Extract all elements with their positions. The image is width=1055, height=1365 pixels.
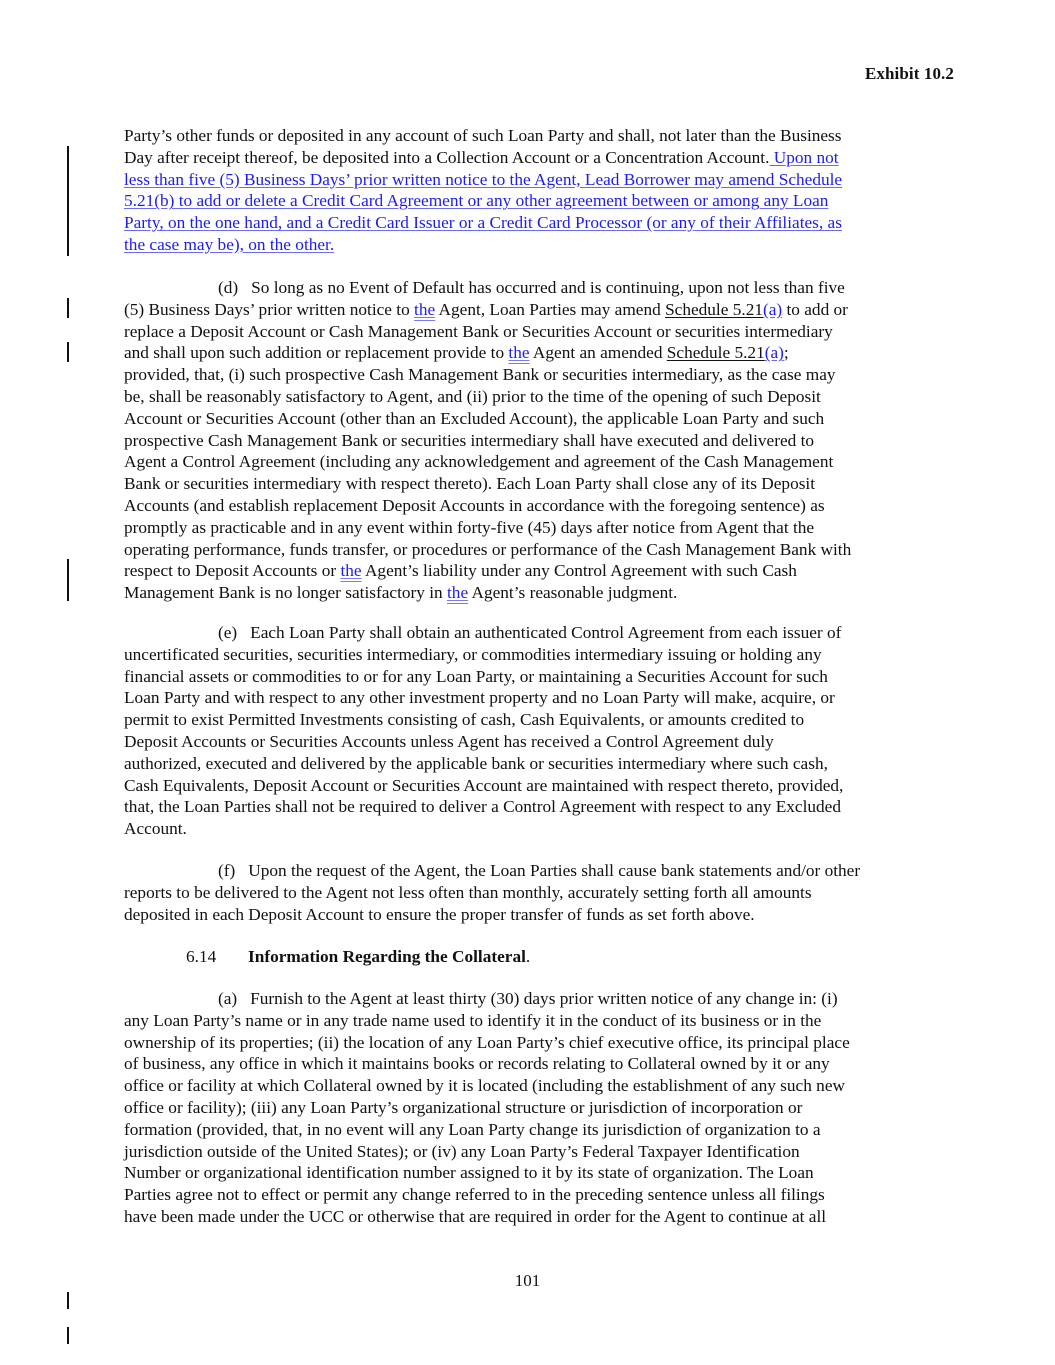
text-line: Number or organizational identification number assigned to it by its state of organization. The Loan bbox=[124, 1163, 814, 1183]
change-bar bbox=[67, 146, 69, 256]
text-line: Agent a Control Agreement (including any acknowledgement and agreement of the Cash Management bbox=[124, 452, 834, 472]
text-line: operating performance, funds transfer, or procedures or performance of the Cash Management Bank with bbox=[124, 539, 852, 559]
text-line: permit to exist Permitted Investments consisting of cash, Cash Equivalents, or amounts credited to bbox=[124, 710, 805, 730]
section-title: Information Regarding the Collateral bbox=[248, 947, 526, 966]
section-number: 6.14 bbox=[186, 947, 217, 966]
text-line: replace a Deposit Account or Cash Management Bank or Securities Account or securities intermediary bbox=[124, 321, 833, 341]
inserted-text: (a) bbox=[764, 343, 784, 363]
text-line: formation (provided, that, in no event will any Loan Party change its jurisdiction of organization to a bbox=[124, 1119, 821, 1139]
text-line: Account. bbox=[124, 819, 187, 839]
inserted-text: Upon not bbox=[769, 147, 839, 167]
change-bar bbox=[67, 559, 69, 601]
paragraph-e bbox=[124, 622, 930, 840]
text-line: ownership of its properties; (ii) the location of any Loan Party’s chief executive office, its principal place bbox=[124, 1032, 850, 1052]
text-line: Deposit Accounts or Securities Accounts unless Agent has received a Control Agreement duly bbox=[124, 731, 774, 751]
text-line: prospective Cash Management Bank or securities intermediary shall have executed and delivered to bbox=[124, 430, 815, 450]
change-bar bbox=[67, 298, 69, 318]
text-line: (d) So long as no Event of Default has occurred and is continuing, upon not less than five bbox=[218, 278, 845, 297]
change-bar bbox=[67, 342, 69, 362]
exhibit-label: Exhibit 10.2 bbox=[864, 64, 954, 83]
text-line: (f) Upon the request of the Agent, the Loan Parties shall cause bank statements and/or other bbox=[218, 861, 861, 880]
inserted-text: the bbox=[447, 583, 469, 603]
text-line: Day after receipt thereof, be deposited into a Collection Account or a Concentration Account. Upon not bbox=[124, 147, 839, 167]
paragraph-d bbox=[124, 277, 930, 604]
inserted-text: (a) bbox=[762, 299, 783, 319]
text-line: (5) Business Days’ prior written notice to the Agent, Loan Parties may amend Schedule 5.21(a) to add or bbox=[124, 299, 848, 319]
text-line: financial assets or commodities to or for any Loan Party, or maintaining a Securities Account for such bbox=[124, 666, 828, 686]
text-line: uncertificated securities, securities intermediary, or commodities intermediary issuing or holding any bbox=[124, 644, 822, 664]
text-line: deposited in each Deposit Account to ensure the proper transfer of funds as set forth above. bbox=[124, 904, 755, 924]
text-line: promptly as practicable and in any event within forty-five (45) days after notice from Agent that the bbox=[124, 517, 815, 537]
text-line: authorized, executed and delivered by the applicable bank or securities intermediary where such cash, bbox=[124, 753, 828, 773]
inserted-text: the bbox=[508, 343, 530, 363]
text-line: of business, any office in which it maintains books or records relating to Collateral owned by it or any bbox=[124, 1054, 830, 1074]
change-bar bbox=[67, 1327, 69, 1344]
text-line: Party’s other funds or deposited in any account of such Loan Party and shall, not later than the Business bbox=[124, 126, 842, 145]
inserted-text: the bbox=[340, 561, 362, 581]
paragraph-continuation bbox=[124, 125, 930, 256]
text-line: Accounts (and establish replacement Deposit Accounts in accordance with the foregoing sentence) as bbox=[124, 495, 825, 515]
paragraph-label: (e) bbox=[218, 623, 238, 642]
schedule-reference: Schedule 5.21 bbox=[666, 343, 765, 363]
change-bar bbox=[67, 1292, 69, 1309]
text-line: jurisdiction outside of the United States); or (iv) any Loan Party’s Federal Taxpayer Identification bbox=[124, 1141, 800, 1161]
text-line: Management Bank is no longer satisfactory in the Agent’s reasonable judgment. bbox=[124, 583, 678, 603]
paragraph-label: (a) bbox=[218, 989, 238, 1008]
text-line: office or facility); (iii) any Loan Party’s organizational structure or jurisdiction of incorporation or bbox=[124, 1097, 803, 1117]
text-line: Parties agree not to effect or permit any change referred to in the preceding sentence unless all filings bbox=[124, 1185, 825, 1205]
text-line: be, shall be reasonably satisfactory to Agent, and (ii) prior to the time of the opening of such Deposit bbox=[124, 386, 821, 406]
text-line: Bank or securities intermediary with respect thereto). Each Loan Party shall close any of its Deposit bbox=[124, 474, 816, 494]
section-heading-6-14: 6.14 Information Regarding the Collateral. bbox=[186, 947, 531, 966]
text-line: any Loan Party’s name or in any trade name used to identify it in the conduct of its business or in the bbox=[124, 1010, 822, 1030]
paragraph-label: (f) bbox=[218, 861, 236, 880]
paragraph-f bbox=[124, 860, 930, 925]
text-line: and shall upon such addition or replacement provide to the Agent an amended Schedule 5.21(a); bbox=[124, 343, 789, 363]
text-line: Loan Party and with respect to any other investment property and no Loan Party will make, acquire, or bbox=[124, 688, 835, 708]
text-line: (e) Each Loan Party shall obtain an authenticated Control Agreement from each issuer of bbox=[218, 623, 842, 642]
inserted-text-line: the case may be), on the other. bbox=[124, 234, 335, 254]
inserted-text-line: less than five (5) Business Days’ prior written notice to the Agent, Lead Borrower may amend Schedule bbox=[124, 169, 843, 189]
text-line: Account or Securities Account (other than an Excluded Account), the applicable Loan Party and such bbox=[124, 408, 825, 428]
text-line: (a) Furnish to the Agent at least thirty (30) days prior written notice of any change in: (i) bbox=[218, 989, 838, 1008]
text-line: that, the Loan Parties shall not be required to deliver a Control Agreement with respect to any Excluded bbox=[124, 797, 841, 817]
paragraph-label: (d) bbox=[218, 278, 239, 297]
text-line: office or facility at which Collateral owned by it is located (including the establishment of any such new bbox=[124, 1076, 845, 1096]
text-line: reports to be delivered to the Agent not less often than monthly, accurately setting forth all amounts bbox=[124, 882, 812, 902]
paragraph-a bbox=[124, 988, 930, 1228]
inserted-text-line: Party, on the one hand, and a Credit Card Issuer or a Credit Card Processor (or any of their Affiliates, as bbox=[124, 213, 842, 233]
inserted-text-line: 5.21(b) to add or delete a Credit Card Agreement or any other agreement between or among any Loan bbox=[124, 191, 829, 211]
text-line: respect to Deposit Accounts or the Agent’s liability under any Control Agreement with such Cash bbox=[124, 561, 797, 581]
text-line: provided, that, (i) such prospective Cash Management Bank or securities intermediary, as the case may bbox=[124, 365, 836, 385]
schedule-reference: Schedule 5.21 bbox=[665, 299, 763, 319]
page-number: 101 bbox=[514, 1271, 541, 1290]
text-line: have been made under the UCC or otherwise that are required in order for the Agent to continue at all bbox=[124, 1206, 827, 1226]
text-line: Cash Equivalents, Deposit Account or Securities Account are maintained with respect thereto, provided, bbox=[124, 775, 844, 795]
inserted-text: the bbox=[414, 299, 436, 319]
